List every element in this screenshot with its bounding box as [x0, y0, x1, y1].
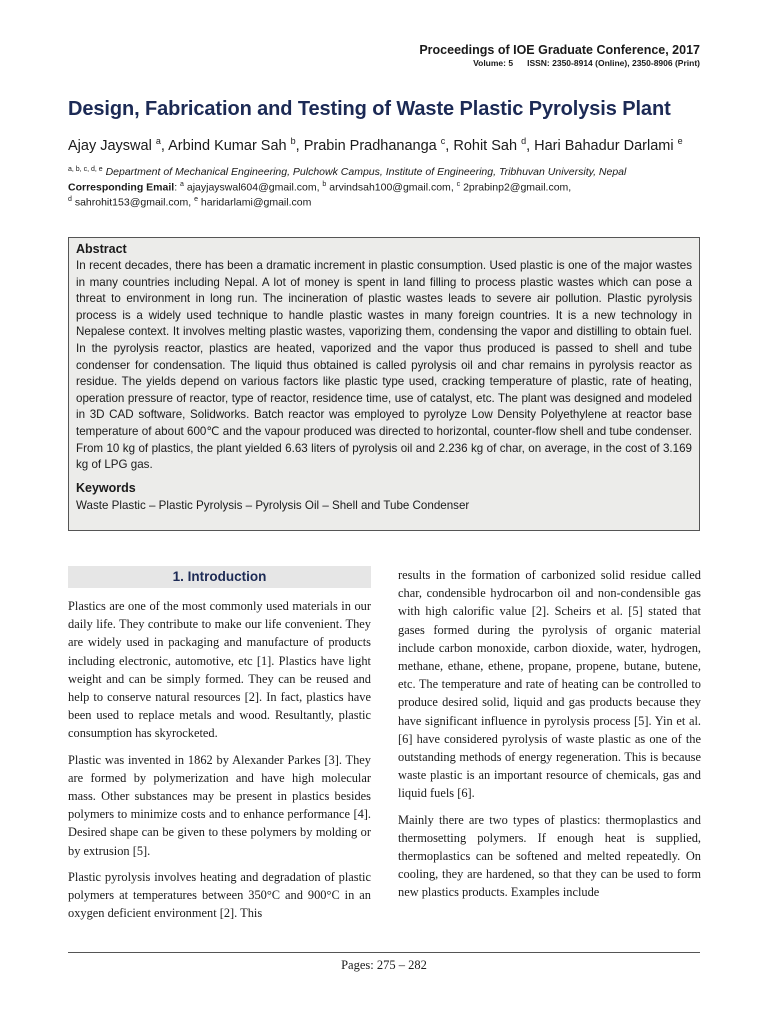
paragraph: Mainly there are two types of plastics: thermoplastics and thermosetting polymers. If enough heat is supplied, thermoplastics can be softened and melted repeatedly. On cooling, they are hardened, so that they can be used to form new plastics products. Examples include [398, 812, 701, 900]
author: Arbind Kumar Sah $^b$, [168, 136, 304, 154]
abstract-heading: Abstract [76, 242, 127, 256]
right-column [398, 566, 701, 910]
section-title: 1. Introduction [172, 569, 267, 584]
paper-title: Design, Fabrication and Testing of Waste Plastic Pyrolysis Plant [68, 98, 671, 120]
author: Hari Bahadur Darlami $^e$ [534, 136, 683, 154]
proceedings-title: Proceedings of IOE Graduate Conference, 2017 [419, 43, 700, 57]
keywords-text: Waste Plastic – Plastic Pyrolysis – Pyrolysis Oil – Shell and Tube Condenser [76, 498, 470, 512]
abstract-box [68, 237, 700, 531]
section-heading-bar [68, 566, 371, 588]
paragraph: Plastics are one of the most commonly used materials in our daily life. They contribute to make our life convenient. They are widely used in packaging and manufacture of products including electronic, automotive, etc [1]. Plastics have light weight and can be simply formed. They can be reused and help to conserve natural resources [2]. In fact, plastics have been used to replace metals and wood. Resultantly, plastic consumption has skyrocketed. [68, 599, 371, 741]
left-column [68, 597, 371, 930]
email-address[interactable]: haridarlami@gmail.com [200, 196, 312, 209]
abstract-text: In recent decades, there has been a dramatic increment in plastic consumption. Used plastic is one of the major wastes in many countries including Nepal. A lot of money is spent in land filling to process plastic wastes which can pose a threat to environment in long run. The incineration of plastic wastes leads to severe air pollution. Plastic pyrolysis process is a widely used technique to handle plastic wastes in many foreign countries. It is a new technology in Nepalese context. It involves melting plastic wastes, vaporizing them, condensing the vapor and distilling to obtain fuel. In the pyrolysis reactor, plastics are heated, vaporized and the vapor thus produced is passed to shell and tube condenser for condensation. The liquid thus obtained is called pyrolysis oil and char remains in pyrolysis reactor as residue. The yields depend on various factors like plastic type used, cracking temperature of plastic, rate of heating, operation pressure of reactor, type of reactor, residence time, use of catalyst, etc. The plant was designed and modeled in 3D CAD software, Solidworks. Batch reactor was employed to pyrolyze Low Density Polyethylene at reactor base temperature of about 600℃ and the vapour produced was directed to horizontal, counter-flow shell and tube condenser. From 10 kg of plastics, the plant yielded 6.63 liters of pyrolysis oil and 2.236 kg of char, on average, in the cost of 3.169 kg of LPG gas. [76, 259, 692, 472]
issn: ISSN: 2350-8914 (Online), 2350-8906 (Print) [527, 58, 700, 68]
email-label: Corresponding Email [68, 181, 175, 194]
proceedings-meta [419, 58, 700, 68]
footer-divider [68, 952, 700, 953]
proceedings-header [419, 43, 700, 68]
email-address[interactable]: sahrohit153@gmail.com [74, 196, 189, 209]
email-address[interactable]: arvindsah100@gmail.com [329, 181, 451, 194]
paragraph: results in the formation of carbonized solid residue called char, condensible hydrocarbon oil and non-condensible gas with high calorific value [2]. Scheirs et al. [5] stated that gases formed during the pyrolysis of organic material include carbon monoxide, carbon dioxide, water, hydrogen, methane, ethane, ethene, propane, propene, butane, butene, etc. The temperature and rate of heating can be controlled to produce desired solid, liquid and gas products because they have significant influence in pyrolysis process [5]. Yin et al. [6] have considered pyrolysis of waste plastic as one of the outstanding methods of energy regeneration. This is because waste plastic is an important resource of chemicals, gas and liquid fuels [6]. [398, 568, 701, 801]
email-address[interactable]: ajayjayswal604@gmail.com [186, 181, 317, 194]
affiliation-text: Department of Mechanical Engineering, Pulchowk Campus, Institute of Engineering, Tribhuvan University, Nepal [105, 166, 627, 178]
author-list [68, 136, 718, 154]
affiliation [68, 166, 626, 178]
email-address[interactable]: 2prabinp2@gmail.com [463, 181, 569, 194]
author: Prabin Pradhananga $^c$, [303, 136, 454, 154]
author: Rohit Sah $^d$, [453, 136, 535, 154]
keywords-heading: Keywords [76, 480, 136, 495]
affiliation-marks: a, b, c, d, e [68, 166, 103, 173]
volume: Volume: 5 [473, 58, 514, 68]
author: Ajay Jayswal $^a$, [68, 136, 169, 154]
corresponding-email: Corresponding Email: $^a$ ajayjayswal604@gmail.com, $^b$ arvindsah100@gmail.com, $^c$ 2prabinp2@gmail.com, [68, 181, 572, 194]
corresponding-email-cont: $^d$ sahrohit153@gmail.com, $^e$ haridarlami@gmail.com [68, 196, 312, 209]
page-range: Pages: 275 – 282 [341, 958, 427, 972]
paragraph: Plastic pyrolysis involves heating and degradation of plastic polymers at temperatures between 350°C and 900°C in an oxygen deficient environment [2]. This [68, 869, 371, 921]
paragraph: Plastic was invented in 1862 by Alexander Parkes [3]. They are formed by polymerization and have high molecular mass. Other substances may be present in plastics besides polymers to minimize costs and to enhance performance [4]. Desired shape can be given to these polymers by molding or by extrusion [5]. [68, 752, 371, 858]
